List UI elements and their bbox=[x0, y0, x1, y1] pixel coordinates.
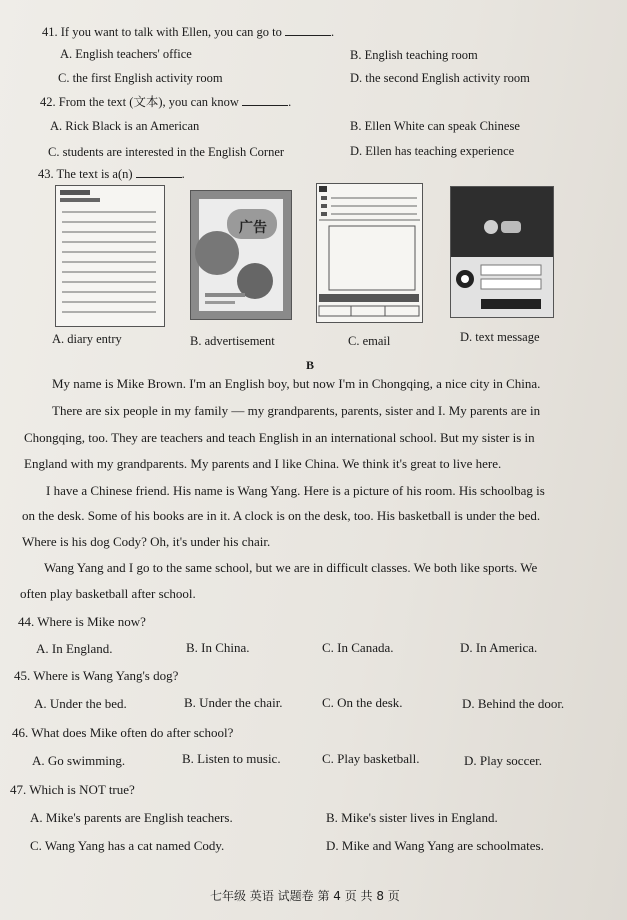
q46-option-a: A. Go swimming. bbox=[32, 753, 126, 768]
passage-line: There are six people in my family — my grandparents, parents, sister and I. My parents are in bbox=[52, 403, 541, 418]
q47-option-b: B. Mike's sister lives in England. bbox=[326, 810, 498, 825]
q46-option-b: B. Listen to music. bbox=[182, 751, 281, 766]
q45-stem: 45. Where is Wang Yang's dog? bbox=[14, 668, 179, 683]
q43-option-a: A. diary entry bbox=[52, 332, 122, 346]
q43-stem: 43. The text is a(n) . bbox=[38, 167, 185, 181]
q44-option-a: A. In England. bbox=[36, 641, 113, 656]
q44-option-d: D. In America. bbox=[460, 640, 538, 655]
q41-option-c: C. the first English activity room bbox=[58, 71, 223, 85]
passage-line: Wang Yang and I go to the same school, but we are in difficult classes. We both like sports. We bbox=[44, 560, 538, 575]
q47-option-d: D. Mike and Wang Yang are schoolmates. bbox=[326, 838, 544, 853]
passage-line: on the desk. Some of his books are in it. A clock is on the desk, too. His basketball is under the bed. bbox=[22, 508, 541, 523]
q46-option-d: D. Play soccer. bbox=[464, 753, 542, 768]
passage-line: England with my grandparents. My parents and I like China. We think it's great to live here. bbox=[24, 456, 502, 471]
section-b-heading: B bbox=[306, 358, 315, 372]
page-footer: 七年级 英语 试题卷 第 4 页 共 8 页 bbox=[210, 889, 400, 903]
q45-option-b: B. Under the chair. bbox=[184, 695, 283, 710]
q45-option-c: C. On the desk. bbox=[322, 695, 403, 710]
q43-option-d: D. text message bbox=[460, 330, 540, 344]
advertisement-image bbox=[190, 190, 292, 320]
q42-stem: 42. From the text (文本), you can know . bbox=[40, 95, 292, 109]
ad-label: 广告 bbox=[239, 220, 267, 236]
text-message-image bbox=[450, 186, 554, 318]
q45-option-a: A. Under the bed. bbox=[34, 696, 127, 711]
q46-stem: 46. What does Mike often do after school? bbox=[12, 725, 234, 740]
q41-option-d: D. the second English activity room bbox=[350, 71, 530, 85]
q46-option-c: C. Play basketball. bbox=[322, 751, 420, 766]
q41-stem: 41. If you want to talk with Ellen, you can go to . bbox=[42, 25, 335, 39]
q41-option-b: B. English teaching room bbox=[350, 48, 478, 62]
q41-option-a: A. English teachers' office bbox=[60, 47, 192, 61]
q44-stem: 44. Where is Mike now? bbox=[18, 614, 146, 629]
q43-option-c: C. email bbox=[348, 334, 391, 348]
q43-option-b: B. advertisement bbox=[190, 334, 275, 348]
q44-option-b: B. In China. bbox=[186, 640, 250, 655]
passage-line: I have a Chinese friend. His name is Wang Yang. Here is a picture of his room. His schoolbag is bbox=[46, 483, 545, 498]
q45-option-d: D. Behind the door. bbox=[462, 696, 565, 711]
q44-option-c: C. In Canada. bbox=[322, 640, 394, 655]
q47-option-a: A. Mike's parents are English teachers. bbox=[30, 810, 233, 825]
passage-line: My name is Mike Brown. I'm an English boy, but now I'm in Chongqing, a nice city in China. bbox=[52, 376, 541, 391]
q42-option-c: C. students are interested in the English Corner bbox=[48, 145, 285, 159]
passage-line: Where is his dog Cody? Oh, it's under his chair. bbox=[22, 534, 271, 549]
q47-stem: 47. Which is NOT true? bbox=[10, 782, 135, 797]
q42-option-d: D. Ellen has teaching experience bbox=[350, 144, 515, 158]
email-image bbox=[316, 183, 423, 323]
q42-option-b: B. Ellen White can speak Chinese bbox=[350, 119, 520, 133]
passage-line: Chongqing, too. They are teachers and teach English in an international school. But my sister is in bbox=[24, 430, 535, 445]
q42-option-a: A. Rick Black is an American bbox=[50, 119, 200, 133]
diary-entry-image bbox=[55, 185, 165, 327]
passage-line: often play basketball after school. bbox=[20, 586, 196, 601]
q47-option-c: C. Wang Yang has a cat named Cody. bbox=[30, 838, 225, 853]
